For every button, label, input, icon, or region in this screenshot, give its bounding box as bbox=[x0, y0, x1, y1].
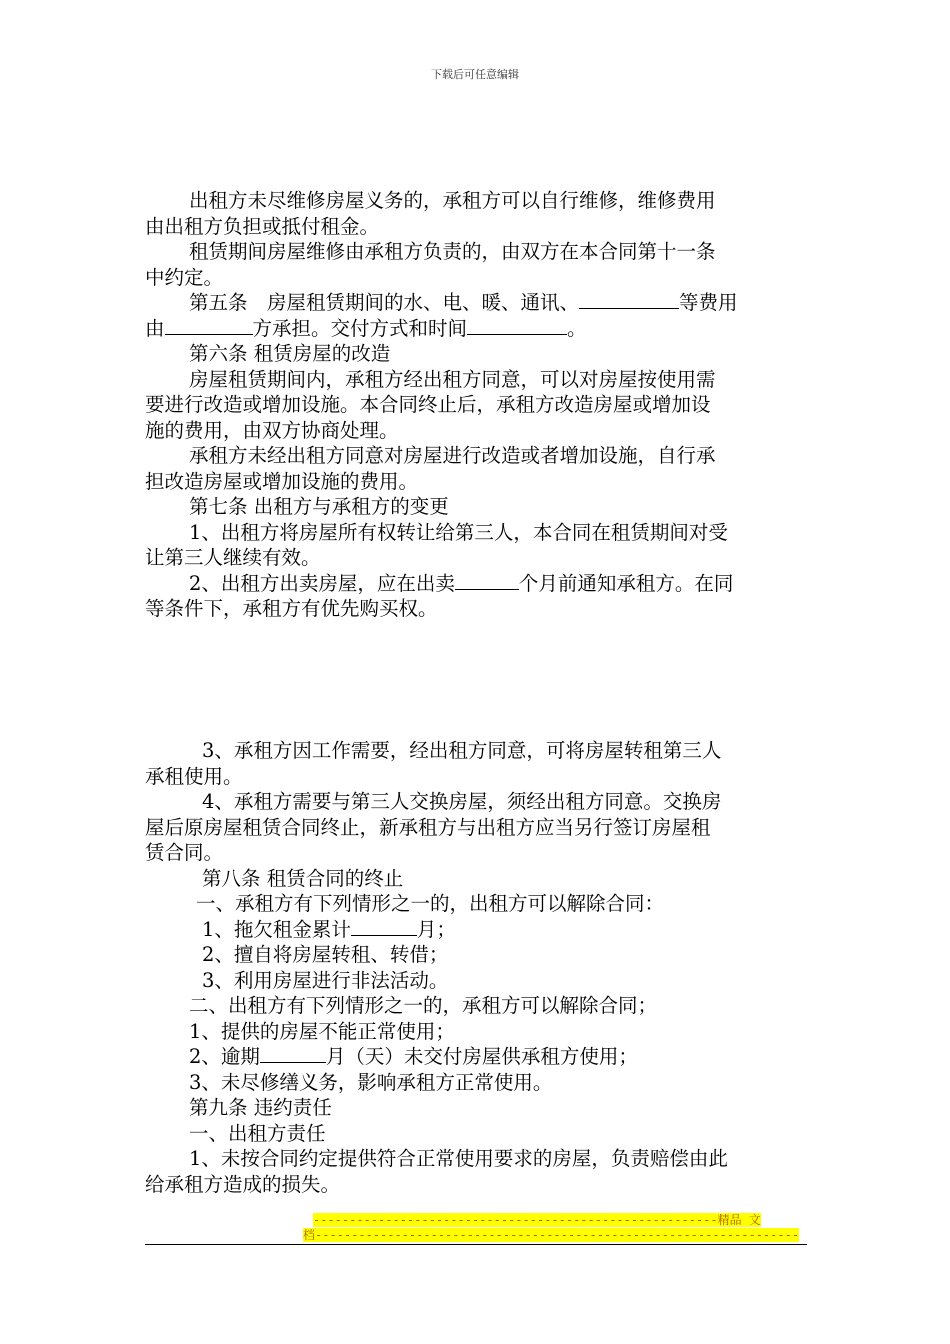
blank-fill-line[interactable] bbox=[455, 572, 519, 590]
header-note: 下载后可任意编辑 bbox=[431, 68, 519, 81]
paragraph-line: 4、承租方需要与第三人交换房屋，须经出租方同意。交换房 bbox=[202, 790, 722, 813]
paragraph-line: 要进行改造或增加设施。本合同终止后，承租方改造房屋或增加设 bbox=[145, 393, 711, 416]
paragraph-line: 1、出租方将房屋所有权转让给第三人，本合同在租赁期间对受 bbox=[189, 520, 728, 544]
paragraph-line bbox=[145, 1044, 807, 1070]
paragraph-line: 1、提供的房屋不能正常使用； bbox=[189, 1019, 455, 1043]
paragraph-line: 3、利用房屋进行非法活动。 bbox=[202, 968, 449, 992]
text-fragment: 个月前通知承租方。在同 bbox=[518, 571, 734, 595]
paragraph-line: 一、承租方有下列情形之一的，出租方可以解除合同： bbox=[196, 892, 665, 915]
blank-fill-line[interactable] bbox=[260, 1045, 326, 1063]
text-fragment: 由 bbox=[145, 316, 165, 340]
text-fragment: 第五条 房屋租赁期间的水、电、暖、通讯、 bbox=[189, 291, 580, 314]
article-5-line bbox=[145, 290, 807, 316]
text-fragment: 方承担。交付方式和时间 bbox=[252, 316, 468, 340]
text-fragment: 。 bbox=[567, 316, 587, 340]
footer-watermark-line-2 bbox=[303, 1228, 800, 1242]
blank-fill-line[interactable] bbox=[467, 317, 567, 335]
paragraph-line: 房屋租赁期间内，承租方经出租方同意，可以对房屋按使用需 bbox=[189, 367, 716, 391]
text-fragment: 1、拖欠租金累计 bbox=[202, 917, 351, 941]
article-heading: 第七条 出租方与承租方的变更 bbox=[189, 495, 449, 518]
paragraph-line bbox=[145, 571, 807, 597]
paragraph-line: 1、未按合同约定提供符合正常使用要求的房屋，负责赔偿由此 bbox=[189, 1147, 728, 1170]
paragraph-line: 担改造房屋或增加设施的费用。 bbox=[145, 469, 419, 493]
contract-section-article7-9 bbox=[145, 738, 807, 1197]
paragraph-line: 承租方未经出租方同意对房屋进行改造或者增加设施，自行承 bbox=[189, 444, 716, 467]
paragraph-line: 给承租方造成的损失。 bbox=[145, 1172, 341, 1196]
text-fragment: 月； bbox=[416, 917, 456, 941]
text-fragment: 2、出租方出卖房屋，应在出卖 bbox=[189, 571, 455, 595]
paragraph-line: 租赁期间房屋维修由承租方负责的，由双方在本合同第十一条 bbox=[189, 240, 716, 263]
paragraph-line: 让第三人继续有效。 bbox=[145, 546, 321, 569]
paragraph-line: 3、承租方因工作需要，经出租方同意，可将房屋转租第三人 bbox=[202, 739, 722, 762]
article-5-line bbox=[145, 316, 807, 342]
text-fragment: 等费用 bbox=[679, 291, 738, 314]
footer-divider bbox=[145, 1244, 807, 1245]
paragraph-line: 等条件下，承租方有优先购买权。 bbox=[145, 597, 438, 620]
paragraph-line: 出租方未尽维修房屋义务的，承租方可以自行维修，维修费用 bbox=[189, 189, 716, 212]
article-heading: 第六条 租赁房屋的改造 bbox=[189, 342, 391, 365]
paragraph-line: 3、未尽修缮义务，影响承租方正常使用。 bbox=[189, 1070, 553, 1094]
contract-section-article5-7 bbox=[145, 188, 807, 622]
blank-fill-line[interactable] bbox=[165, 317, 253, 335]
text-fragment: 2、逾期 bbox=[189, 1045, 260, 1068]
text-fragment: 月（天）未交付房屋供承租方使用； bbox=[325, 1045, 638, 1068]
paragraph-line: 承租使用。 bbox=[145, 764, 243, 788]
article-heading: 第九条 违约责任 bbox=[189, 1096, 332, 1119]
article-heading: 第八条 租赁合同的终止 bbox=[202, 866, 404, 890]
paragraph-line: 施的费用，由双方协商处理。 bbox=[145, 418, 399, 442]
blank-fill-line[interactable] bbox=[579, 291, 679, 309]
paragraph-line: 一、出租方责任 bbox=[189, 1121, 326, 1145]
footer-watermark-line-1 bbox=[303, 1213, 761, 1227]
paragraph-line: 二、出租方有下列情形之一的，承租方可以解除合同； bbox=[189, 994, 658, 1017]
footer-watermark-text: 档------------------------------------------------------------------- bbox=[303, 1228, 800, 1242]
paragraph-line: 由出租方负担或抵付租金。 bbox=[145, 214, 380, 238]
paragraph-line bbox=[145, 917, 807, 943]
paragraph-line: 赁合同。 bbox=[145, 841, 224, 864]
blank-fill-line[interactable] bbox=[351, 918, 417, 936]
footer-watermark-text: --------------------------------------------------------精品 文 bbox=[313, 1213, 761, 1227]
paragraph-line: 2、擅自将房屋转租、转借； bbox=[202, 943, 449, 966]
paragraph-line: 中约定。 bbox=[145, 265, 224, 289]
paragraph-line: 屋后原房屋租赁合同终止，新承租方与出租方应当另行签订房屋租 bbox=[145, 815, 711, 839]
